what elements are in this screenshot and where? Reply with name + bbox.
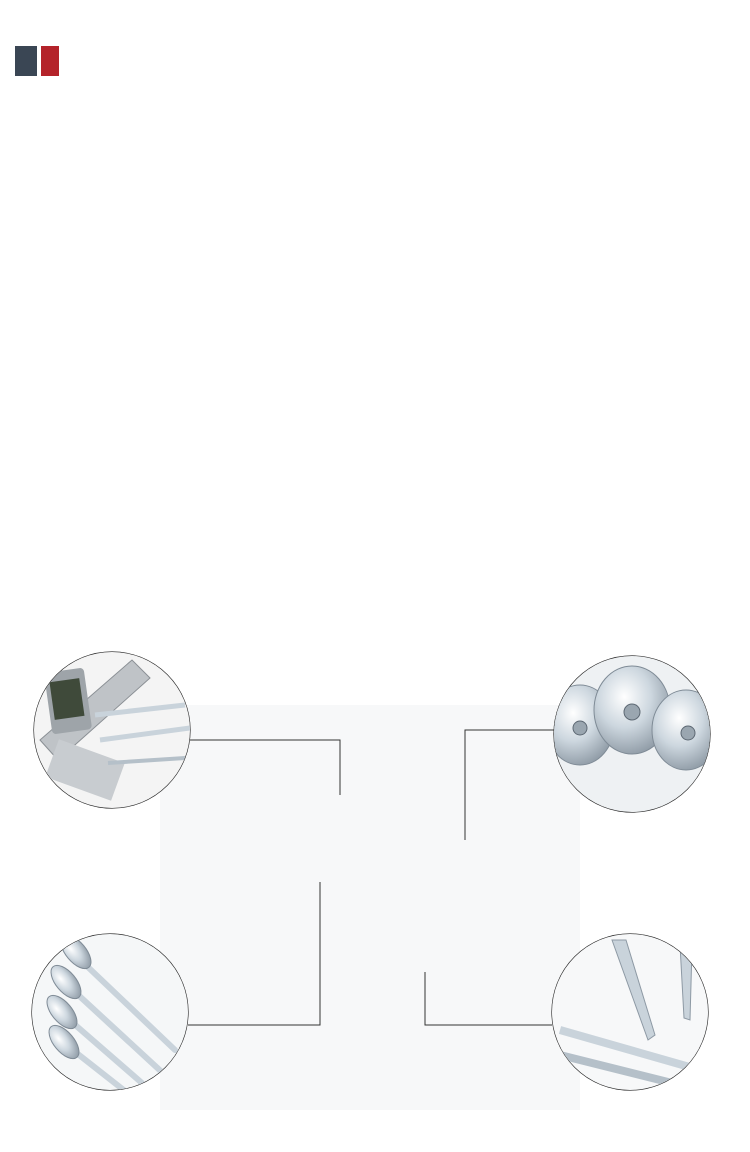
- material-description: [16, 94, 236, 138]
- nail-heap-background: [160, 705, 580, 1110]
- material-label: [15, 46, 37, 76]
- features-illustration: [0, 600, 750, 1152]
- material-value: [41, 46, 59, 76]
- material-badge: [15, 46, 59, 76]
- features-panel: [0, 600, 750, 1152]
- diamond-point-zoom: [552, 934, 708, 1090]
- standard-test-zoom: [34, 652, 190, 808]
- usage-description: [16, 494, 536, 538]
